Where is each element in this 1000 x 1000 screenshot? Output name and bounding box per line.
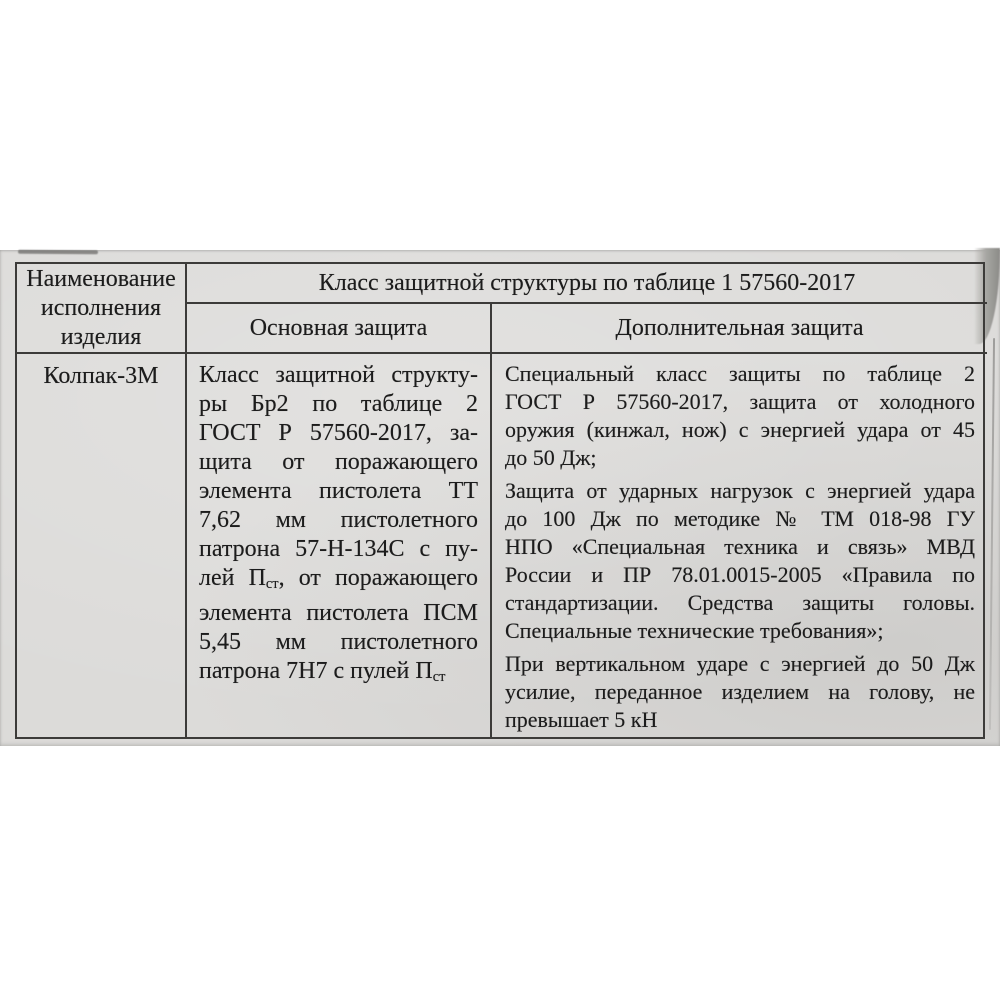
photographed-paper	[0, 250, 1000, 746]
cell-main-protection-text: Класс защитной структу- ры Бр2 по таблице 2 ГОСТ Р 57560-2017, за- щита от поражающего элемента пистолета ТТ 7,62 мм пистолетного патрона 57-Н-134С с пу- лей $П_{ст}$, от поражающего элемента пистолета ПСМ 5,45 мм пистолетного патрона 7Н7 с пулей $П_{ст}$	[187, 354, 492, 737]
cell-product-name: Колпак-3М	[17, 354, 187, 737]
protection-spec-table	[15, 262, 985, 739]
paper-edge-smudge	[18, 250, 98, 255]
cell-additional-protection-text: Специальный класс защиты по таблице 2 ГОСТ Р 57560-2017, защита от холодного оружия (кинжал, нож) с энергией удара от 45 до 50 Дж; Защита от ударных нагрузок с энергией удара до 100 Дж по методике № ТМ 018-98 ГУ НПО «Специальная техника и связь» МВД России и ПР 78.01.0015-2005 «Правила по стандартизации. Средства защиты головы. Специальные технические требования»; При вертикальном ударе с энергией до 50 Дж усилие, переданное изделием на голову, не превышает 5 кН	[505, 361, 975, 732]
header-protection-class-title: Класс защитной структуры по таблице 1 57560-2017	[187, 264, 987, 304]
header-main-protection: Основная защита	[187, 304, 492, 354]
header-product-name-column: Наименование исполнения изделия	[17, 264, 187, 354]
page-edge-shadow	[989, 338, 995, 730]
header-additional-protection: Дополнительная защита	[492, 304, 987, 354]
